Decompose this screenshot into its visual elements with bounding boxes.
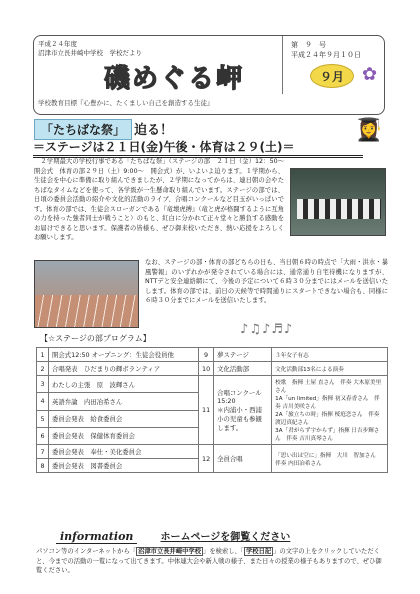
festival-dates: ＝ステージは２１日(金)午後・体育は２９(土)＝ [33,140,363,158]
program-number: 1 [37,348,49,362]
program-row [37,376,388,393]
program-detail: 文化活動部13名による演奏 [272,362,388,376]
weather-notice: なお、ステージの部・体育の部どちらの日も、当日朝６時の時点で「大雨・洪水・暴風警報」のいずれかが発令されている場合には、通常通り自宅待機になりますが、NTTデと安全連絡網にて、今後の予定について６時３０分までにはメールを送信いたします。体育の部では、前日の天候等で時間通りにスタートできない場合も、同様に６時３０分までにメールを送信いたします。 [145,259,388,304]
masthead-box [33,35,385,115]
chorus-photo [290,168,386,236]
headline-approaching: 迫る！ [134,123,174,138]
info-text-1: パソコン等のインターネットから「 [36,548,137,555]
music-notes-icon: ♪♫♪♬♪ [240,322,294,337]
program-item: 委員会発表 給食委員会 [49,410,199,427]
school-name: 沼津市立長井崎中学校 学校だより [38,49,142,57]
issue-date: 平成２４年９月１０日 [291,51,361,59]
program-table [36,347,388,473]
school-search-term: 沼津市立長井崎中学校 [138,548,202,555]
sports-photo [34,260,139,328]
info-heading: ホームページを御覧ください [160,532,291,543]
program-row [37,348,388,362]
newsletter-title: 磯めぐる岬 [104,64,245,94]
masthead-info [38,40,142,58]
info-text-3: 」の文字の上をクリックしていただくと、今までの活動の一覧になって出てきます。中体連大会や新人戦の様子、また日々の授業の様子もありますので、ぜひ御覧ください。 [36,548,382,574]
program-item: わたしの主張 原 波輝さん [49,376,199,393]
program-number: 10 [199,362,214,376]
program-number: 9 [199,348,214,362]
program-item: 文化活動部 [214,362,272,376]
issue-info [291,40,361,60]
headline [34,119,173,137]
school-year: 平成２４年度 [38,40,77,48]
program-row [37,362,388,376]
issue-number: 第 ９ 号 [291,41,326,49]
headline-festival: 「たちばな祭」 [34,119,132,140]
info-text [36,547,386,576]
program-number: 4 [37,393,49,410]
program-number: 7 [37,445,49,459]
program-item: 全員合唱 [214,445,272,473]
masthead-divider [282,36,283,94]
school-motto: 学校教育目標『心豊かに、たくましい自己を創造する生徒』 [38,99,214,107]
program-detail: ３年女子有志 [272,348,388,362]
program-number: 3 [37,376,49,393]
program-item: 夢ステージ [214,348,272,362]
program-item: 委員会発表 奉仕・美化委員会 [49,445,199,459]
program-detail: 校歌 指揮 土屋 直さん 伴奏 大木原美里さん 1A「un limited」指揮 初又春香さん 伴奏 吉川美咲さん 2A「旅立ちの時」指揮 桜庭恋さん 伴奏 渡辺真紀さん 3A「君がらず宇からず」指揮 日吉步輝さん 伴奏 吉川真琴さん [272,376,388,445]
program-item: 開会式12:50 オープニング：生徒会役員他 [49,348,199,362]
program-item: 合唱コンクール 15:20 ＊内浦小・西浦小の児童も参観します。 [214,376,272,445]
program-row [37,445,388,459]
festival-intro-text: ２学期最大の学校行事である「たちばな祭」（ステージの部 ２１日（金）12：50～開会式 体育の部２９日（土）9:00～ 開会式）が、いよいよ迫ります。１学期から、生徒会を中心に準備に取り組んできましたが、２学期になってからは、連日朝の会やたちばなタイムなどを使って、各学級が一生懸命取り組んでいます。ステージの部では、日頃の委員会活動の紹介や文化的活動のライブ、合唱コンクールなど目玉がいっぱいです。体育の部では、生徒会スローガンである『竜壊虎搏』（竜と虎が格闘するように互角の力を持った強者同士が戦うこと）のもと、紅白に分かれて正々堂々と勝負する感動をお届けできると思います。保護者の皆様も、ぜひ御来校いただき、熱い応援をよろしくお願いします。 [34,158,284,241]
students-icon: 👩‍🎓 [355,118,383,143]
program-item: 委員会発表 図書委員会 [49,459,199,473]
flower-icon: ✿ [362,64,378,85]
festival-intro [34,157,284,243]
school-diary-link[interactable]: 学校日記 [245,548,272,555]
information-section [36,525,386,576]
program-number: 8 [37,459,49,473]
program-number: 2 [37,362,49,376]
program-item: 委員会発表 保健体育委員会 [49,427,199,444]
program-item: 合唱発表 ひだまりの輝ボランティア [49,362,199,376]
program-number: 11 [199,376,214,445]
info-label: information [56,530,137,544]
program-detail: 「思い出は空に」指揮 大川 智加さん 伴奏 内田冶希さん [272,445,388,473]
month-badge: ９月 [310,64,354,88]
program-number: 6 [37,427,49,444]
program-item: 英語弁論 内田冶希さん [49,393,199,410]
program-number: 12 [199,445,214,473]
info-text-2: 」を検索し、「 [203,548,244,555]
program-number: 5 [37,410,49,427]
program-title: 【☆ステージの部プログラム】 [40,334,151,343]
